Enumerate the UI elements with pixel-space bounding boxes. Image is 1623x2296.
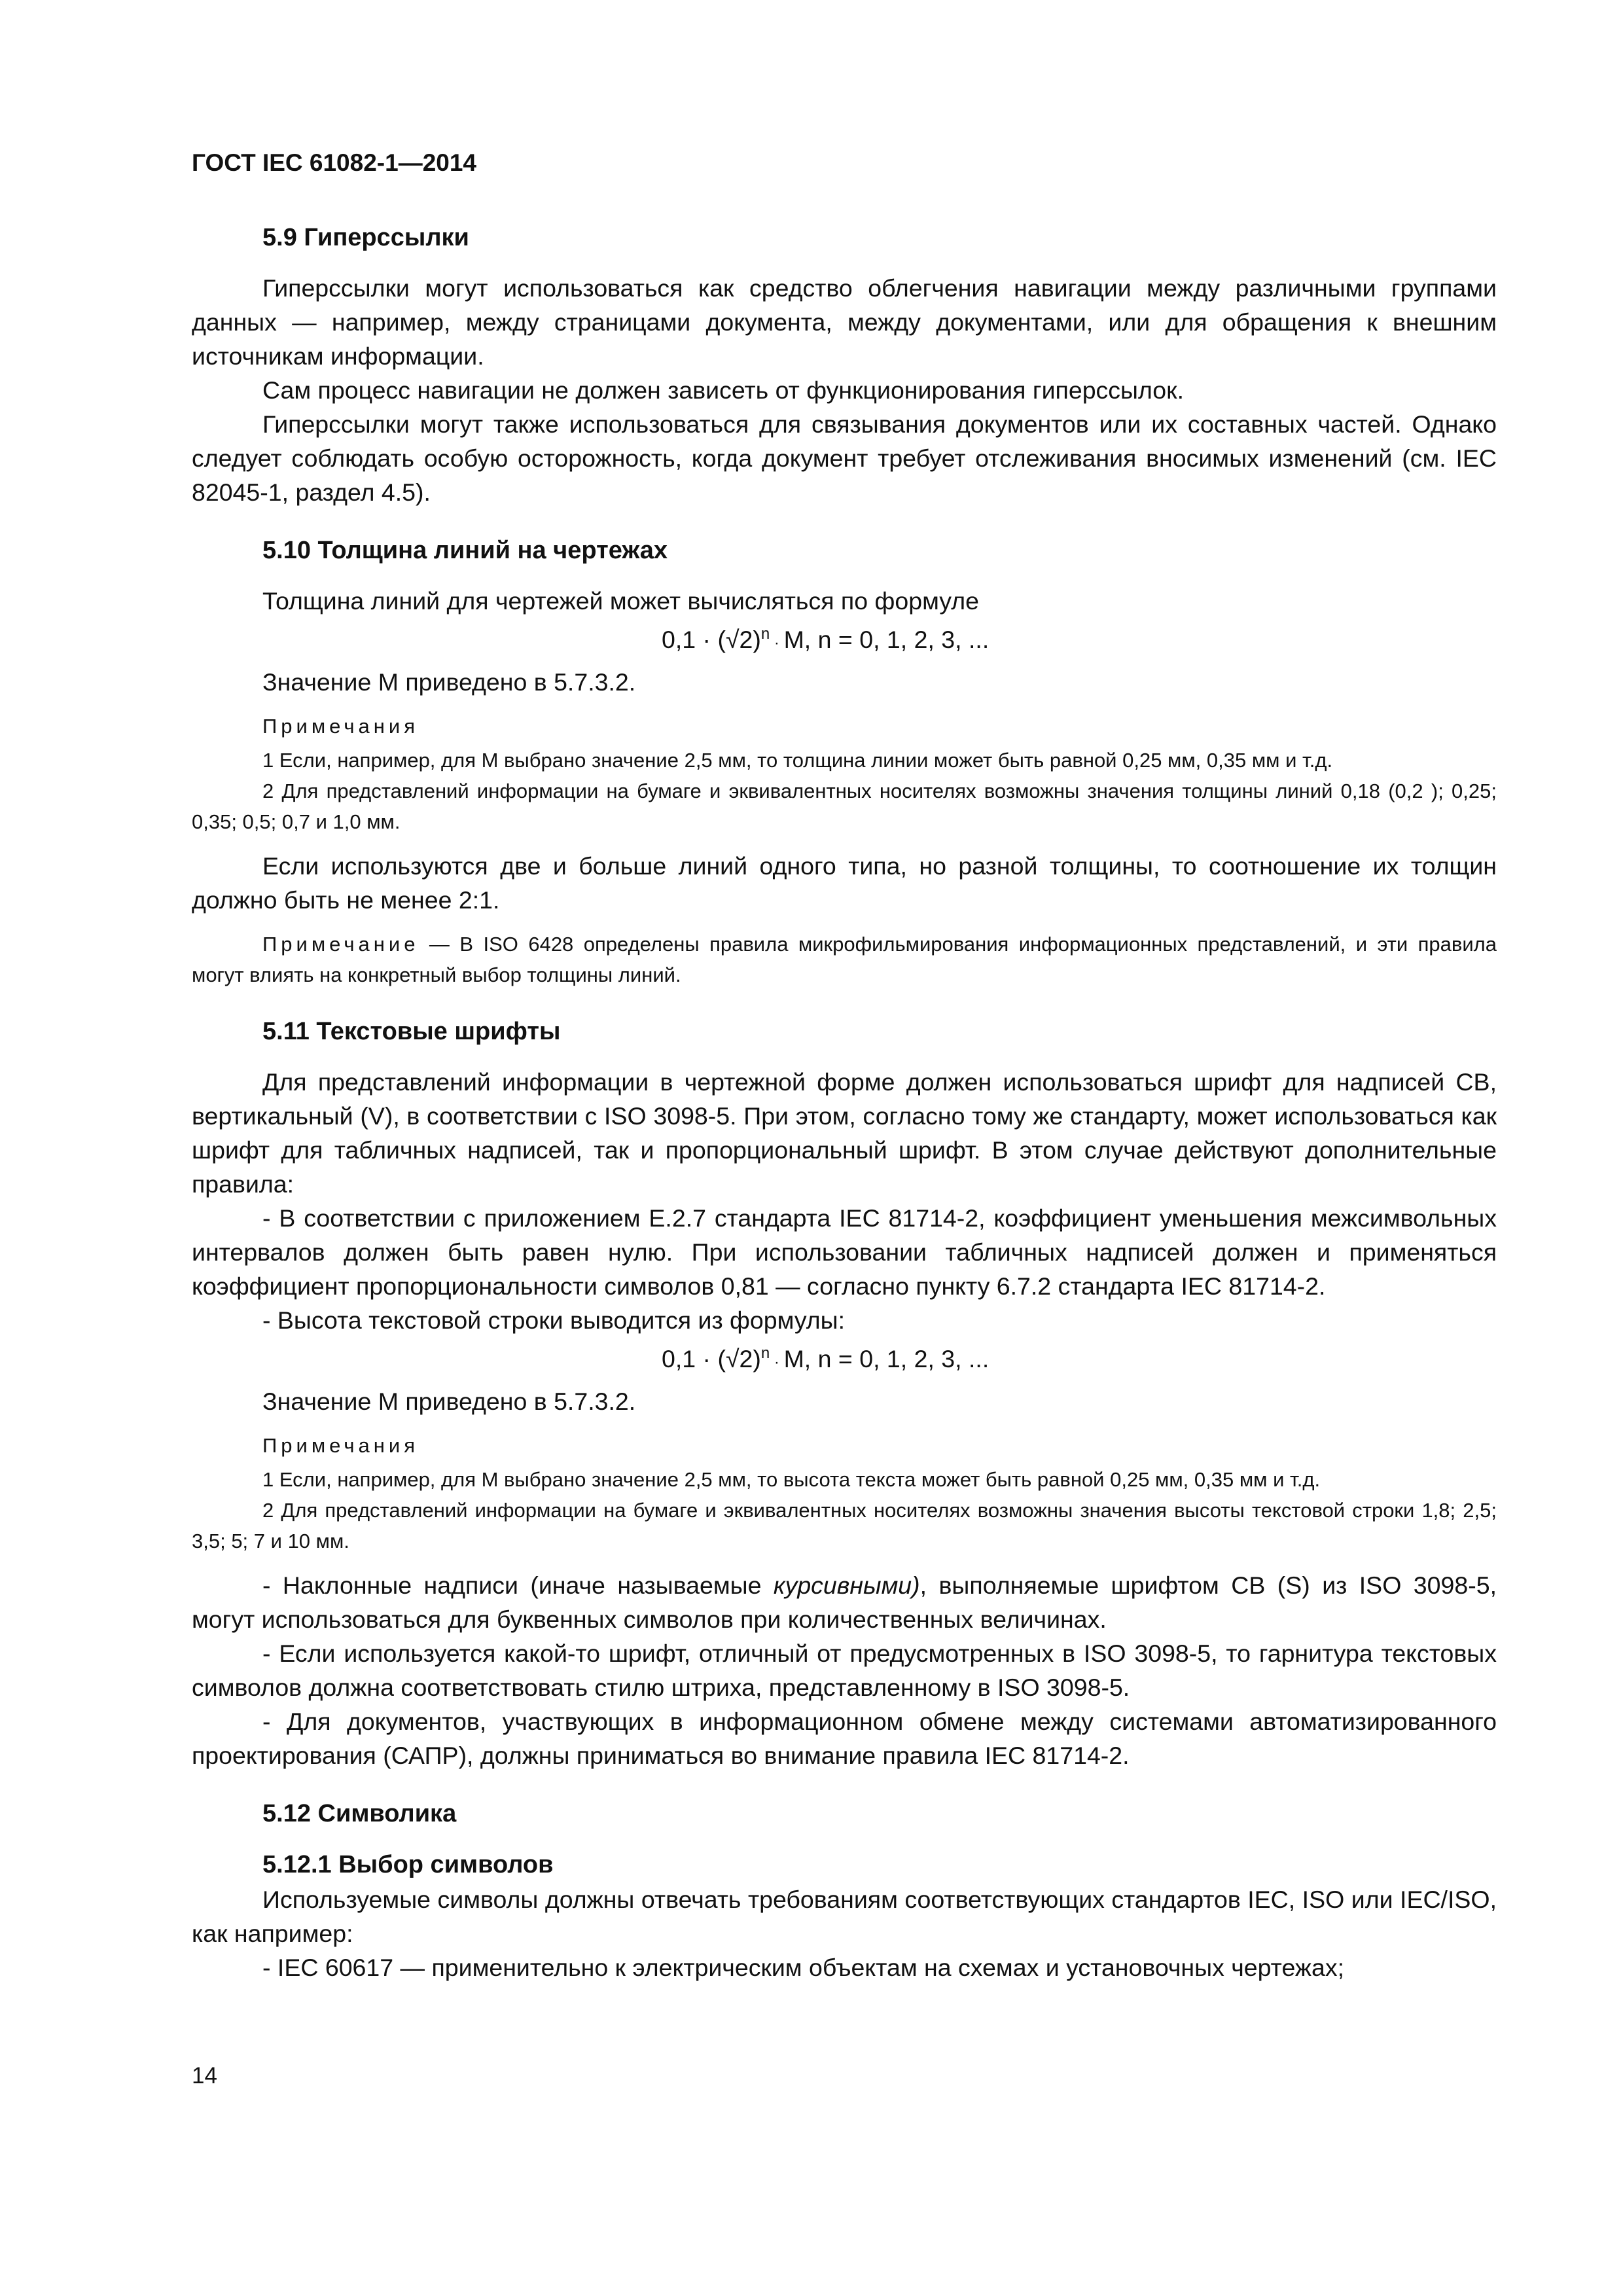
paragraph: Значение M приведено в 5.7.3.2. [262,668,636,696]
note-1: 1 Если, например, для M выбрано значение 2,5 мм, то толщина линии может быть равной 0,25 мм, 0,35 мм и т.д. [262,749,1333,772]
section-heading-5-10: 5.10 Толщина линий на чертежах [262,537,668,564]
formula-part: 0,1 · (√2) [662,1345,761,1372]
note-2: 2 Для представлений информации на бумаге и эквивалентных носителях возможны значения толщины линий 0,18 (0,2 ); 0,25; 0,35; 0,5; 0,7 и 1,0 мм. [192,780,1497,833]
paragraph: - IEC 60617 — применительно к электрическим объектам на схемах и установочных чертежах; [262,1954,1344,1981]
paragraph: - В соответствии с приложением E.2.7 стандарта IEC 81714-2, коэффициент уменьшения межсимвольных интервалов должен быть равен нулю. При использовании табличных надписей должен и применяться коэффициент пропорциональности символов 0,81 — согласно пункту 6.7.2 стандарта IEC 81714-2. [192,1204,1497,1300]
section-heading-5-12: 5.12 Символика [262,1800,457,1827]
formula-exponent: n [760,1344,770,1362]
formula-part: M, n = 0, 1, 2, 3, ... [783,1345,990,1372]
note-1: 1 Если, например, для M выбрано значение 2,5 мм, то высота текста может быть равной 0,25 мм, 0,35 мм и т.д. [262,1468,1321,1491]
note-label: Примечание [262,933,419,956]
page-number: 14 [192,2063,217,2089]
subsection-heading-5-12-1: 5.12.1 Выбор символов [262,1851,554,1878]
paragraph: - Если используется какой-то шрифт, отличный от предусмотренных в ISO 3098-5, то гарнитура текстовых символов должна соответствовать стилю штриха, представленному в ISO 3098-5. [192,1640,1497,1701]
paragraph: Используемые символы должны отвечать требованиям соответствующих стандартов IEC, ISO или IEC/ISO, как например: [192,1886,1497,1947]
text-height-formula [662,1341,1497,1380]
formula-part: 0,1 · (√2) [662,626,761,653]
formula-dot: · [770,1354,784,1371]
paragraph: Если используются две и больше линий одного типа, но разной толщины, то соотношение их толщин должно быть не менее 2:1. [192,852,1497,914]
formula-exponent: n [760,625,770,643]
italic-term: курсивными) [773,1571,920,1599]
paragraph: Для представлений информации в чертежной форме должен использоваться шрифт для надписей CB, вертикальный (V), в соответствии с ISO 3098-5. При этом, согласно тому же стандарту, может использоваться как шрифт для табличных надписей, так и пропорциональный шрифт. В этом случае действуют дополнительные правила: [192,1068,1497,1198]
document-header: ГОСТ IEC 61082-1—2014 [192,149,477,176]
formula-dot: · [770,634,784,652]
section-heading-5-9: 5.9 Гиперссылки [262,224,469,251]
paragraph: - Для документов, участвующих в информационном обмене между системами автоматизированного проектирования (САПР), должны приниматься во внимание правила IEC 81714-2. [192,1708,1497,1769]
note-2: 2 Для представлений информации на бумаге и эквивалентных носителях возможны значения высоты текстовой строки 1,8; 2,5; 3,5; 5; 7 и 10 мм. [192,1499,1497,1552]
text-run: , выполняемые шрифтом CB (S) из ISO 3098-5, могут использоваться для буквенных символов при количественных величинах. [192,1571,1497,1633]
paragraph: Значение M приведено в 5.7.3.2. [262,1388,636,1415]
paragraph: Толщина линий для чертежей может вычисляться по формуле [262,587,979,615]
notes-label: Примечания [262,715,419,738]
document-body [192,220,1497,1984]
paragraph [192,1568,1497,1636]
paragraph: Сам процесс навигации не должен зависеть от функционирования гиперссылок. [262,376,1184,404]
line-thickness-formula [662,622,1497,661]
note-text: — В ISO 6428 определены правила микрофильмирования информационных представлений, и эти правила могут влиять на конкретный выбор толщины линий. [192,933,1497,986]
notes-label: Примечания [262,1434,419,1457]
paragraph: Гиперссылки могут также использоваться для связывания документов или их составных частей. Однако следует соблюдать особую осторожность, когда документ требует отслеживания вносимых изменений (см. IEC 82045-1, раздел 4.5). [192,410,1497,506]
section-heading-5-11: 5.11 Текстовые шрифты [262,1018,561,1045]
paragraph: - Высота текстовой строки выводится из формулы: [262,1306,846,1334]
formula-part: M, n = 0, 1, 2, 3, ... [783,626,990,653]
text-run: - Наклонные надписи (иначе называемые [262,1571,774,1599]
paragraph: Гиперссылки могут использоваться как средство облегчения навигации между различными группами данных — например, между страницами документа, между документами, или для обращения к внешним источникам информации. [192,274,1497,370]
note-single [192,929,1497,990]
